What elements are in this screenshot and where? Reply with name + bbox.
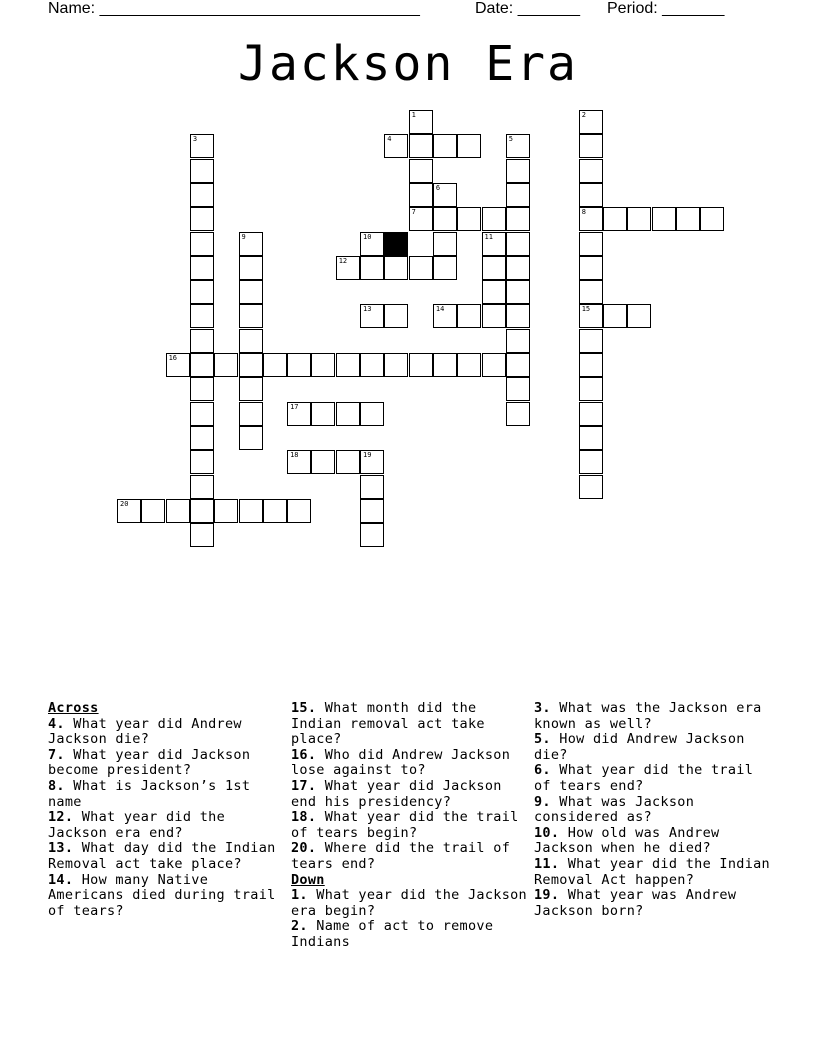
crossword-cell[interactable] xyxy=(433,256,457,280)
clue-number: 18. xyxy=(291,809,317,826)
crossword-cell[interactable] xyxy=(579,426,603,450)
crossword-cell[interactable] xyxy=(190,499,214,523)
across-clue xyxy=(291,810,527,841)
clue-number: 12. xyxy=(48,809,74,826)
clue-number-label: 1 xyxy=(411,111,416,119)
crossword-cell[interactable] xyxy=(506,256,530,280)
clue-number-label: 19 xyxy=(363,451,372,460)
crossword-cell[interactable] xyxy=(579,134,603,158)
crossword-cell[interactable] xyxy=(579,329,603,353)
crossword-cell[interactable] xyxy=(409,183,433,207)
clue-number: 11. xyxy=(534,855,560,872)
across-clue xyxy=(48,779,283,810)
crossword-cell[interactable] xyxy=(190,353,214,377)
across-heading: Across xyxy=(48,700,99,716)
crossword-cell[interactable] xyxy=(287,402,311,426)
crossword-cell[interactable] xyxy=(190,475,214,499)
clue-number: 19. xyxy=(534,887,560,904)
crossword-cell[interactable] xyxy=(482,207,506,231)
clue-number: 14. xyxy=(48,871,74,888)
crossword-cell[interactable] xyxy=(676,207,700,231)
crossword-cell[interactable] xyxy=(482,280,506,304)
clue-number-label: 9 xyxy=(241,232,246,241)
across-clue xyxy=(48,841,283,872)
clue-number-label: 6 xyxy=(435,183,441,192)
crossword-cell[interactable] xyxy=(287,499,311,523)
down-clue xyxy=(534,701,770,732)
crossword-cell[interactable] xyxy=(190,159,214,183)
across-clue xyxy=(48,717,283,748)
crossword-cell[interactable] xyxy=(239,402,263,426)
crossword-cell[interactable] xyxy=(360,450,384,474)
crossword-cell[interactable] xyxy=(190,402,214,426)
crossword-cell[interactable] xyxy=(190,523,214,547)
crossword-cell[interactable] xyxy=(360,499,384,523)
clue-number: 7. xyxy=(48,746,65,763)
crossword-cell[interactable] xyxy=(409,159,433,183)
period-field[interactable]: Period: _______ xyxy=(607,0,725,17)
crossword-cell[interactable] xyxy=(311,353,335,377)
clue-number: 3. xyxy=(534,700,551,716)
crossword-cell[interactable] xyxy=(579,475,603,499)
crossword-cell[interactable] xyxy=(190,134,214,158)
clue-text: Name of act to remove Indians xyxy=(291,918,494,950)
clue-text: How old was Andrew Jackson when he died? xyxy=(534,824,720,857)
clue-number: 10. xyxy=(534,824,560,841)
crossword-cell[interactable] xyxy=(506,183,530,207)
clue-column-3 xyxy=(534,701,770,919)
clue-number: 20. xyxy=(291,840,317,857)
clue-text: What year did the trail of tears begin? xyxy=(291,809,519,841)
clue-number: 13. xyxy=(48,840,74,857)
clue-text: Where did the trail of tears end? xyxy=(291,840,511,872)
crossword-cell[interactable] xyxy=(579,232,603,256)
crossword-cell[interactable] xyxy=(506,402,530,426)
clue-text: What year did the trail of tears end? xyxy=(534,762,754,794)
crossword-cell[interactable] xyxy=(239,329,263,353)
crossword-cell[interactable] xyxy=(506,134,530,158)
crossword-cell[interactable] xyxy=(579,256,603,280)
crossword-cell[interactable] xyxy=(506,280,530,304)
across-clue xyxy=(291,701,527,748)
crossword-cell[interactable] xyxy=(482,304,506,328)
crossword-cell[interactable] xyxy=(336,353,360,377)
crossword-cell[interactable] xyxy=(506,353,530,377)
crossword-cell[interactable] xyxy=(409,207,433,231)
crossword-cell[interactable] xyxy=(482,256,506,280)
crossword-cell[interactable] xyxy=(627,304,651,328)
crossword-cell[interactable] xyxy=(433,207,457,231)
crossword-cell[interactable] xyxy=(360,523,384,547)
crossword-cell[interactable] xyxy=(214,499,238,523)
crossword-cell[interactable] xyxy=(579,402,603,426)
crossword-cell[interactable] xyxy=(409,353,433,377)
crossword-cell[interactable] xyxy=(360,304,384,328)
clue-text: What year did Jackson become president? xyxy=(48,746,251,779)
crossword-cell[interactable] xyxy=(263,499,287,523)
clue-number: 5. xyxy=(534,731,551,748)
clue-number-label: 2 xyxy=(581,111,586,119)
clue-text: What year was Andrew Jackson born? xyxy=(534,887,737,919)
clue-number-label: 7 xyxy=(411,208,416,217)
clue-number: 2. xyxy=(291,918,308,935)
clue-number: 8. xyxy=(48,777,65,794)
crossword-cell[interactable] xyxy=(506,304,530,328)
across-clue xyxy=(291,841,527,872)
clue-number-label: 15 xyxy=(581,305,591,314)
crossword-cell[interactable] xyxy=(360,256,384,280)
crossword-cell[interactable] xyxy=(360,475,384,499)
clue-text: How did Andrew Jackson die? xyxy=(534,731,745,763)
crossword-cell[interactable] xyxy=(117,499,141,523)
clue-number-label: 16 xyxy=(168,354,178,362)
crossword-cell[interactable] xyxy=(579,450,603,474)
down-clue xyxy=(534,857,770,888)
crossword-cell[interactable] xyxy=(239,280,263,304)
crossword-cell[interactable] xyxy=(190,329,214,353)
crossword-cell[interactable] xyxy=(239,256,263,280)
crossword-cell[interactable] xyxy=(311,402,335,426)
clue-column-2 xyxy=(291,701,527,951)
crossword-cell[interactable] xyxy=(239,304,263,328)
down-clue xyxy=(534,763,770,794)
crossword-cell[interactable] xyxy=(700,207,724,231)
clue-text: Who did Andrew Jackson lose against to? xyxy=(291,746,511,779)
crossword-cell[interactable] xyxy=(409,110,433,134)
clue-text: What day did the Indian Removal act take place? xyxy=(48,840,276,872)
crossword-cell[interactable] xyxy=(190,183,214,207)
crossword-cell[interactable] xyxy=(166,353,190,377)
clue-column-1 xyxy=(48,701,283,919)
crossword-cell[interactable] xyxy=(336,450,360,474)
clue-number-label: 3 xyxy=(192,135,198,144)
crossword-cell[interactable] xyxy=(603,304,627,328)
across-clue xyxy=(291,748,527,779)
clue-text: What was the Jackson era known as well? xyxy=(534,700,762,732)
crossword-cell[interactable] xyxy=(239,232,263,256)
crossword-cell[interactable] xyxy=(190,280,214,304)
crossword-cell[interactable] xyxy=(409,134,433,158)
crossword-cell[interactable] xyxy=(579,304,603,328)
clue-number-label: 5 xyxy=(508,135,514,144)
crossword-cell[interactable] xyxy=(190,207,214,231)
crossword-cell[interactable] xyxy=(506,329,530,353)
crossword-cell[interactable] xyxy=(239,377,263,401)
clue-number-label: 14 xyxy=(435,305,445,314)
crossword-cell[interactable] xyxy=(384,256,408,280)
crossword-cell[interactable] xyxy=(579,110,603,134)
clue-number-label: 12 xyxy=(338,256,348,265)
crossword-cell[interactable] xyxy=(311,450,335,474)
crossword-cell[interactable] xyxy=(239,353,263,377)
clue-text: What is Jackson’s 1st name xyxy=(48,777,251,810)
clue-number-label: 11 xyxy=(484,232,493,241)
across-clue xyxy=(291,779,527,810)
crossword-cell[interactable] xyxy=(190,232,214,256)
clue-number: 1. xyxy=(291,887,308,904)
crossword-cell[interactable] xyxy=(141,499,165,523)
crossword-cell[interactable] xyxy=(360,402,384,426)
crossword-cell[interactable] xyxy=(579,159,603,183)
crossword-cell[interactable] xyxy=(603,207,627,231)
clue-text: What year did the Indian Removal Act happen? xyxy=(534,855,770,888)
crossword-cell[interactable] xyxy=(239,426,263,450)
clue-number: 6. xyxy=(534,762,551,779)
crossword-cell[interactable] xyxy=(506,377,530,401)
across-clue xyxy=(48,748,283,779)
crossword-cell[interactable] xyxy=(384,304,408,328)
crossword-cell[interactable] xyxy=(287,353,311,377)
crossword-cell[interactable] xyxy=(579,377,603,401)
clue-text: What was Jackson considered as? xyxy=(534,793,695,826)
page-title: Jackson Era xyxy=(238,36,578,92)
down-clue xyxy=(534,795,770,826)
clue-number-label: 13 xyxy=(363,305,372,314)
clue-number-label: 10 xyxy=(363,232,372,241)
crossword-cell[interactable] xyxy=(433,183,457,207)
crossword-cell[interactable] xyxy=(190,304,214,328)
clue-number: 9. xyxy=(534,793,551,810)
date-field[interactable]: Date: _______ xyxy=(475,0,580,17)
crossword-cell[interactable] xyxy=(360,353,384,377)
clue-number: 15. xyxy=(291,700,317,716)
crossword-cell[interactable] xyxy=(263,353,287,377)
crossword-cell[interactable] xyxy=(579,280,603,304)
crossword-cell[interactable] xyxy=(190,450,214,474)
crossword-cell[interactable] xyxy=(190,256,214,280)
crossword-cell[interactable] xyxy=(190,426,214,450)
crossword-cell[interactable] xyxy=(457,353,481,377)
clue-number-label: 18 xyxy=(290,451,299,460)
across-clue xyxy=(48,873,283,920)
crossword-cell[interactable] xyxy=(190,377,214,401)
crossword-cell[interactable] xyxy=(336,402,360,426)
down-clue xyxy=(534,888,770,919)
crossword-cell[interactable] xyxy=(336,256,360,280)
clue-number-label: 4 xyxy=(387,135,392,144)
clue-number: 4. xyxy=(48,715,65,732)
crossword-cell[interactable] xyxy=(409,256,433,280)
crossword-cell[interactable] xyxy=(457,207,481,231)
crossword-cell[interactable] xyxy=(287,450,311,474)
clue-text: What year did Jackson end his presidency? xyxy=(291,777,502,810)
crossword-cell[interactable] xyxy=(579,207,603,231)
clue-number-label: 8 xyxy=(581,208,586,217)
crossword-cell[interactable] xyxy=(579,183,603,207)
crossword-cell[interactable] xyxy=(360,232,384,256)
name-field[interactable]: Name: ____________________________________ xyxy=(48,0,420,17)
crossword-cell[interactable] xyxy=(457,304,481,328)
clue-number: 16. xyxy=(291,746,317,763)
crossword-cell[interactable] xyxy=(506,232,530,256)
clue-text: What year did the Jackson era end? xyxy=(48,809,225,841)
clue-text: What month did the Indian removal act take place? xyxy=(291,700,485,748)
crossword-cell[interactable] xyxy=(433,304,457,328)
crossword-cell[interactable] xyxy=(239,499,263,523)
across-clue xyxy=(48,810,283,841)
clue-text: What year did Andrew Jackson die? xyxy=(48,715,242,748)
crossword-cell[interactable] xyxy=(627,207,651,231)
crossword-cell[interactable] xyxy=(457,134,481,158)
crossword-cell[interactable] xyxy=(384,134,408,158)
down-clue xyxy=(534,732,770,763)
crossword-cell[interactable] xyxy=(506,159,530,183)
crossword-cell[interactable] xyxy=(433,134,457,158)
down-clue xyxy=(291,888,527,919)
down-heading: Down xyxy=(291,871,325,888)
crossword-cell[interactable] xyxy=(506,207,530,231)
clue-number-label: 17 xyxy=(290,402,299,411)
black-square xyxy=(384,232,408,256)
crossword-cell[interactable] xyxy=(652,207,676,231)
down-clue xyxy=(534,826,770,857)
down-clue xyxy=(291,919,527,950)
crossword-cell[interactable] xyxy=(482,232,506,256)
crossword-cell[interactable] xyxy=(433,353,457,377)
clue-number: 17. xyxy=(291,777,317,794)
clue-text: How many Native Americans died during trail of tears? xyxy=(48,871,276,919)
crossword-cell[interactable] xyxy=(433,232,457,256)
crossword-cell[interactable] xyxy=(214,353,238,377)
crossword-cell[interactable] xyxy=(384,353,408,377)
clue-number-label: 20 xyxy=(120,499,129,508)
crossword-cell[interactable] xyxy=(166,499,190,523)
crossword-cell[interactable] xyxy=(579,353,603,377)
clue-text: What year did the Jackson era begin? xyxy=(291,887,527,919)
crossword-cell[interactable] xyxy=(482,353,506,377)
